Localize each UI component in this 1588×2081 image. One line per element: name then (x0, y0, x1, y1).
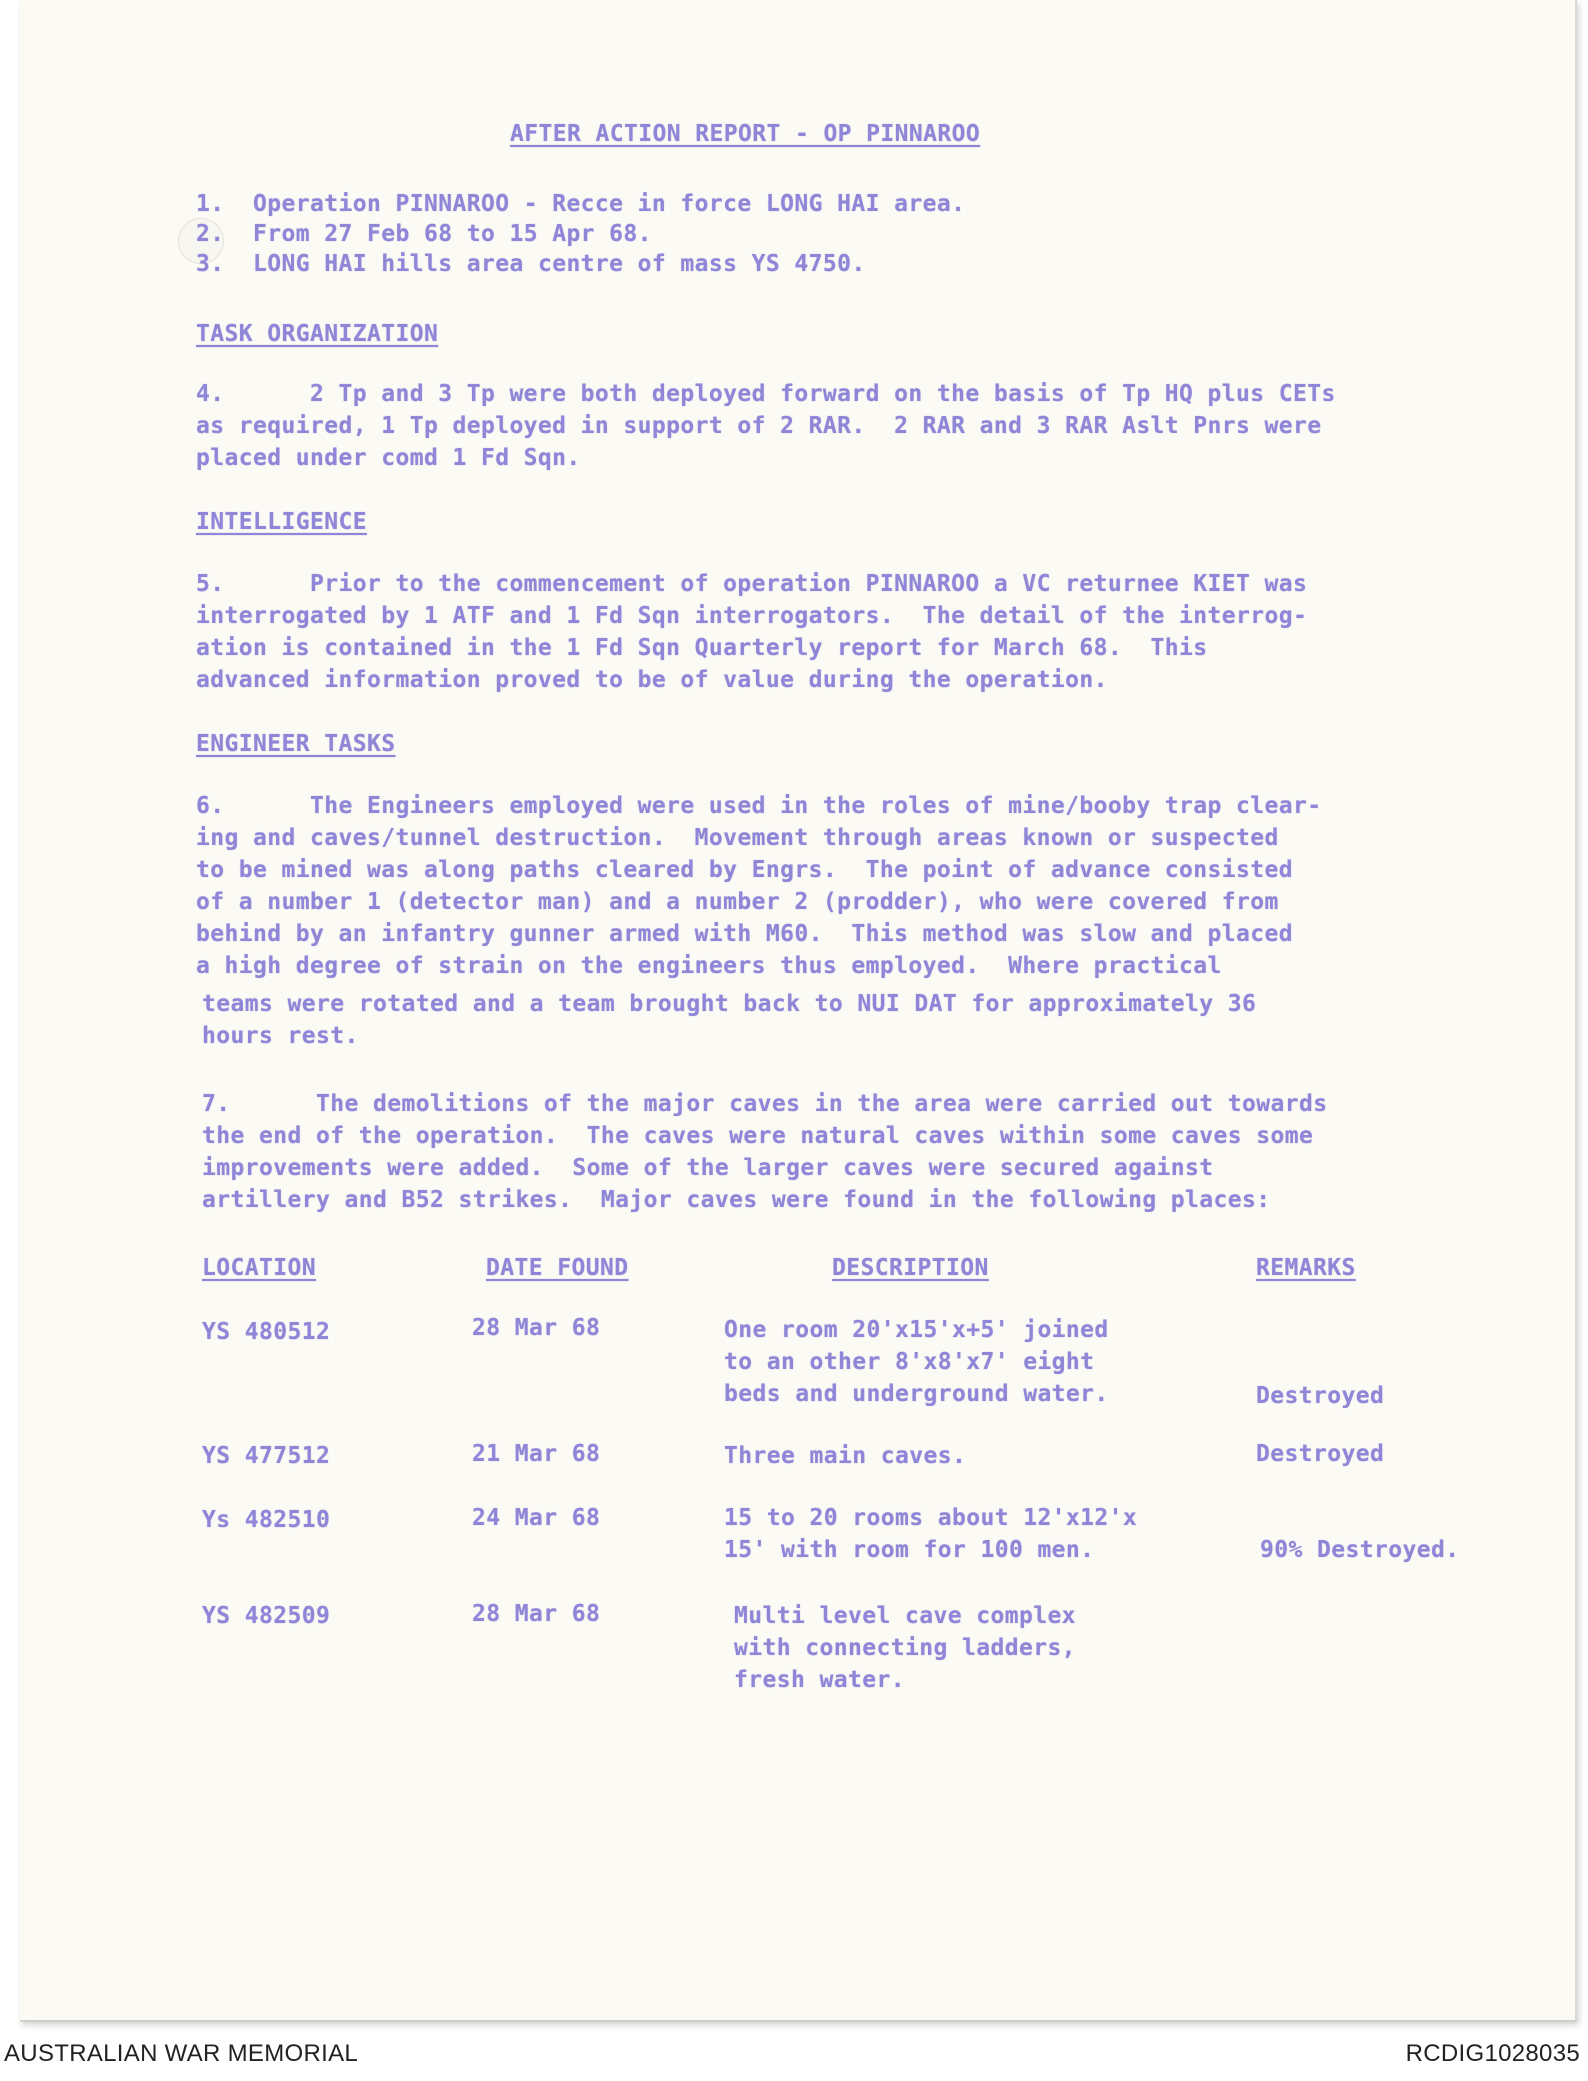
task-line: as required, 1 Tp deployed in support of 2 RAR. 2 RAR and 3 RAR Aslt Pnrs were (196, 413, 1322, 439)
eng-line: 6. The Engineers employed were used in the roles of mine/booby trap clear- (196, 793, 1322, 819)
report-title: AFTER ACTION REPORT - OP PINNAROO (510, 121, 981, 147)
cell-description: Three main caves. (724, 1443, 967, 1469)
footer-archive: AUSTRALIAN WAR MEMORIAL (4, 2040, 359, 2067)
intro-item: 3. LONG HAI hills area centre of mass YS 4750. (196, 251, 866, 277)
intro-item: 1. Operation PINNAROO - Recce in force LONG HAI area. (196, 191, 966, 217)
demo-line: the end of the operation. The caves were natural caves within some caves some (202, 1123, 1314, 1149)
col-header-location: LOCATION (202, 1255, 316, 1281)
eng-line: a high degree of strain on the engineers thus employed. Where practical (196, 953, 1222, 979)
section-heading-task: TASK ORGANIZATION (196, 321, 439, 347)
eng-line: of a number 1 (detector man) and a number 2 (prodder), who were covered from (196, 889, 1279, 915)
task-line: placed under comd 1 Fd Sqn. (196, 445, 581, 471)
cell-location: YS 477512 (202, 1443, 331, 1469)
cell-description: 15 to 20 rooms about 12'x12'x (724, 1505, 1138, 1531)
eng-line: teams were rotated and a team brought back to NUI DAT for approximately 36 (202, 991, 1257, 1017)
cell-location: YS 482509 (202, 1603, 331, 1629)
demo-line: improvements were added. Some of the larger caves were secured against (202, 1155, 1214, 1181)
cell-description: 15' with room for 100 men. (724, 1537, 1095, 1563)
cell-description: One room 20'x15'x+5' joined (724, 1317, 1109, 1343)
eng-line: hours rest. (202, 1023, 359, 1049)
intel-line: advanced information proved to be of value during the operation. (196, 667, 1108, 693)
eng-line: to be mined was along paths cleared by Engrs. The point of advance consisted (196, 857, 1294, 883)
cell-description: fresh water. (734, 1667, 905, 1693)
intel-line: 5. Prior to the commencement of operation PINNAROO a VC returnee KIET was (196, 571, 1308, 597)
footer-id: RCDIG1028035 (1405, 2040, 1580, 2067)
cell-date: 28 Mar 68 (472, 1601, 601, 1627)
document-page (20, 0, 1577, 2022)
eng-line: ing and caves/tunnel destruction. Movement through areas known or suspected (196, 825, 1279, 851)
cell-remarks: Destroyed (1256, 1441, 1385, 1467)
cell-description: beds and underground water. (724, 1381, 1109, 1407)
cell-date: 21 Mar 68 (472, 1441, 601, 1467)
cell-remarks: Destroyed (1256, 1383, 1385, 1409)
task-line: 4. 2 Tp and 3 Tp were both deployed forward on the basis of Tp HQ plus CETs (196, 381, 1336, 407)
demo-line: artillery and B52 strikes. Major caves were found in the following places: (202, 1187, 1271, 1213)
cell-description: to an other 8'x8'x7' eight (724, 1349, 1095, 1375)
cell-date: 28 Mar 68 (472, 1315, 601, 1341)
cell-remarks: 90% Destroyed. (1260, 1537, 1460, 1563)
demo-line: 7. The demolitions of the major caves in the area were carried out towards (202, 1091, 1328, 1117)
cell-location: Ys 482510 (202, 1507, 331, 1533)
eng-line: behind by an infantry gunner armed with M60. This method was slow and placed (196, 921, 1294, 947)
intel-line: ation is contained in the 1 Fd Sqn Quarterly report for March 68. This (196, 635, 1208, 661)
cell-location: YS 480512 (202, 1319, 331, 1345)
section-heading-engineer: ENGINEER TASKS (196, 731, 396, 757)
col-header-date: DATE FOUND (486, 1255, 629, 1281)
cell-description: Multi level cave complex (734, 1603, 1076, 1629)
cell-description: with connecting ladders, (734, 1635, 1076, 1661)
intro-item: 2. From 27 Feb 68 to 15 Apr 68. (196, 221, 652, 247)
col-header-description: DESCRIPTION (832, 1255, 989, 1281)
intel-line: interrogated by 1 ATF and 1 Fd Sqn interrogators. The detail of the interrog- (196, 603, 1308, 629)
col-header-remarks: REMARKS (1256, 1255, 1356, 1281)
section-heading-intelligence: INTELLIGENCE (196, 509, 367, 535)
cell-date: 24 Mar 68 (472, 1505, 601, 1531)
